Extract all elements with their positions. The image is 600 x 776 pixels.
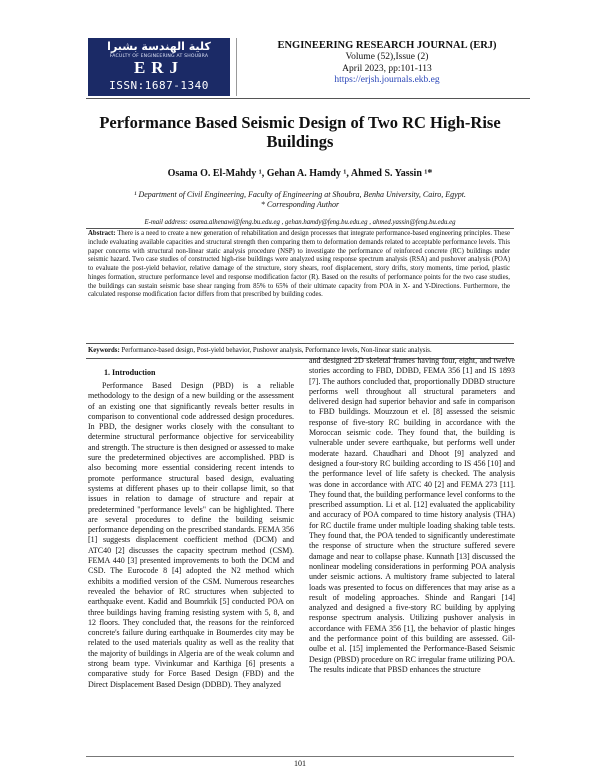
left-column-paragraph: Performance Based Design (PBD) is a reliable methodology to the design of a new building or the assessment of an existing one that significantly reveals better results in comparison to conventional code addressed design procedures. In PBD, the designer works closely with the consultant to determine structural performance objective for serviceability and strength. The structure is then designed or assessed to make sure the predetermined objectives are accomplished. PBD is also becoming more essential considering recent intends to promote performance structural based design, evaluating systems at different phases up to their collapse limit, so that issues in relation to damage of structure and repair at predetermined "performance levels" can be highlighted. There are several procedures to define the building seismic performance depending on the prescribed standards. FEMA 356 [1] suggests displacement coefficient method (DCM) and ATC40 [2] discusses the capacity spectrum method (CSM). FEMA 440 [3] presented improvements to both the DCM and CSD. The Eurocode 8 [4] adopted the N2 method which exhibits a modified version of the CSM. Numerous researches revealed the behavior of RC structures when subjected to earthquake event. Kadid and Boumrkik [5] conducted POA on three buildings having framing resisting system with 5, 8, and 12 floors. They concluded that, the reasons for the reinforced concrete's failure during earthquake in Boumerdes city may be related to the used materials quality as well as the reality that the majority of buildings in Algeria are of the weak column and strong beam type. Vivinkumar and Karthiga [6] presents a comparative study for Force Based Design (FBD) and the Direct Displacement Based Design (DDBD). They analyzed [88, 381, 294, 689]
abstract-text: There is a need to create a new generation of rehabilitation and design processes that integrate performance-based engineering principles. These include evaluating available capacities and structural strength then comparing them to deformation demands related to acceptable performance levels. This paper concerns with structural non-linear static analysis procedure (NSP) to investigate the performance of reinforced concrete (RC) buildings under seismic hazard. Two case studies of constructed high-rise buildings were analyzed using response spectrum analysis (RSA) and pushover analysis (POA) to evaluate the post-yield behavior, relative damage of the structure, story shears, roof displacement, story drifts, story moments, time period, plastic hinges formation, structure performance level and response modification factor (R). Based on the results of performance points for the two case studies, the buildings can sustain seismic base shear ranging from 85% to 65% of their ultimate capacity from POA in X- and Y-Directions. Furthermore, the calculated response modification factor differs from that prescribed by building codes. [88, 230, 510, 299]
abstract-label: Abstract: [88, 230, 116, 237]
date-pages: April 2023, pp:101-113 [342, 63, 432, 74]
email-addresses: E-mail address: osama.alhenawi@feng.bu.edu.eg , gehan.hamdy@feng.bu.edu.eg , ahmed.yassin@feng.bu.edu.eg [144, 219, 456, 226]
journal-url-link[interactable]: https://erjsh.journals.ekb.eg [334, 75, 440, 85]
right-column-paragraph: and designed 2D skeletal frames having four, eight, and twelve stories according to FBD, DDBD, FEMA 356 [1] and IS 1893 [7]. The authors concluded that, proportionally DDBD structure performs well throughout all structural parameters and delivered design had superior behavior and safe in comparison to FBD buildings. Mouzzoun et el. [8] assessed the seismic response of five-story RC building in accordance with the Moroccan seismic code. They found that, the building is vulnerable under severe earthquake, but performs well under moderate hazard. Chaudhari and Dhoot [9] analyzed and designed a four-story RC building according to IS 456 [10] and the performance level of life safety is checked. The analysis was done in accordance with ATC 40 [2] and FEMA 273 [11]. They found that, the building performance level conforms to the prescribed assumption. Li et al. [12] evaluated the applicability and accuracy of POA compared to time history analysis (THA) for RC ductile frame under multiple loading shaking table tests. They found that, the POA tended to significantly underestimate the response of structure when the structure suffered severe damage and near to collapse phase. Kunnath [13] discussed the nonlinear modeling considerations in performing POA analysis under seismic actions. A multistory frame subjected to lateral loads was presented to focus on differences that may arise as a result of modeling approaches. Shinde and Rangari [14] analyzed and designed a five-story RC building by applying response spectrum analysis. Utilizing pushover analysis in accordance with FEMA 356 [1], the behavior of plastic hinges and the performance point of this building are assessed. Gil-oulbe et al. [15] implemented the Performance-Based Seismic Design (PBSD) procedure on RC irregular frame utilizing POA. The results indicate that PBSD enhances the structure [309, 356, 515, 674]
journal-info [238, 38, 536, 87]
logo-issn-text: ISSN:1687-1340 [109, 79, 209, 92]
keywords-text: Performance-based design, Post-yield behavior, Pushover analysis, Performance levels, Non-linear static analysis. [119, 347, 432, 354]
page-number: 101 [294, 759, 306, 768]
abstract-bottom-rule [86, 343, 514, 344]
journal-name: ENGINEERING RESEARCH JOURNAL (ERJ) [277, 40, 497, 51]
section-heading-introduction: 1. Introduction [104, 368, 156, 377]
right-column [309, 356, 515, 675]
affiliation-block [80, 190, 520, 210]
keywords [88, 346, 510, 355]
corresponding-author: * Corresponding Author [260, 200, 340, 209]
journal-logo [88, 38, 230, 96]
logo-erj-text: ERJ [133, 58, 185, 77]
paper-authors: Osama O. El-Mahdy ¹, Gehan A. Hamdy ¹, Ahmed S. Yassin ¹* [167, 168, 433, 179]
affiliation: ¹ Department of Civil Engineering, Faculty of Engineering at Shoubra, Benha University, Cairo, Egypt. [134, 190, 466, 199]
keywords-label: Keywords: [88, 347, 120, 354]
footer-rule [86, 756, 514, 757]
volume-issue: Volume (52),Issue (2) [345, 52, 429, 62]
logo-faculty-text: FACULTY OF ENGINEERING AT SHOUBRA [109, 54, 209, 59]
logo-arabic-text: كلية الهندسة بشبرا [107, 40, 211, 53]
header-rule [86, 98, 530, 99]
paper-title: Performance Based Seismic Design of Two RC High-Rise Buildings [99, 113, 501, 151]
abstract [88, 230, 510, 300]
journal-header [88, 38, 536, 96]
header-divider [236, 38, 237, 96]
abstract-top-rule [86, 228, 514, 229]
left-column [88, 366, 294, 690]
